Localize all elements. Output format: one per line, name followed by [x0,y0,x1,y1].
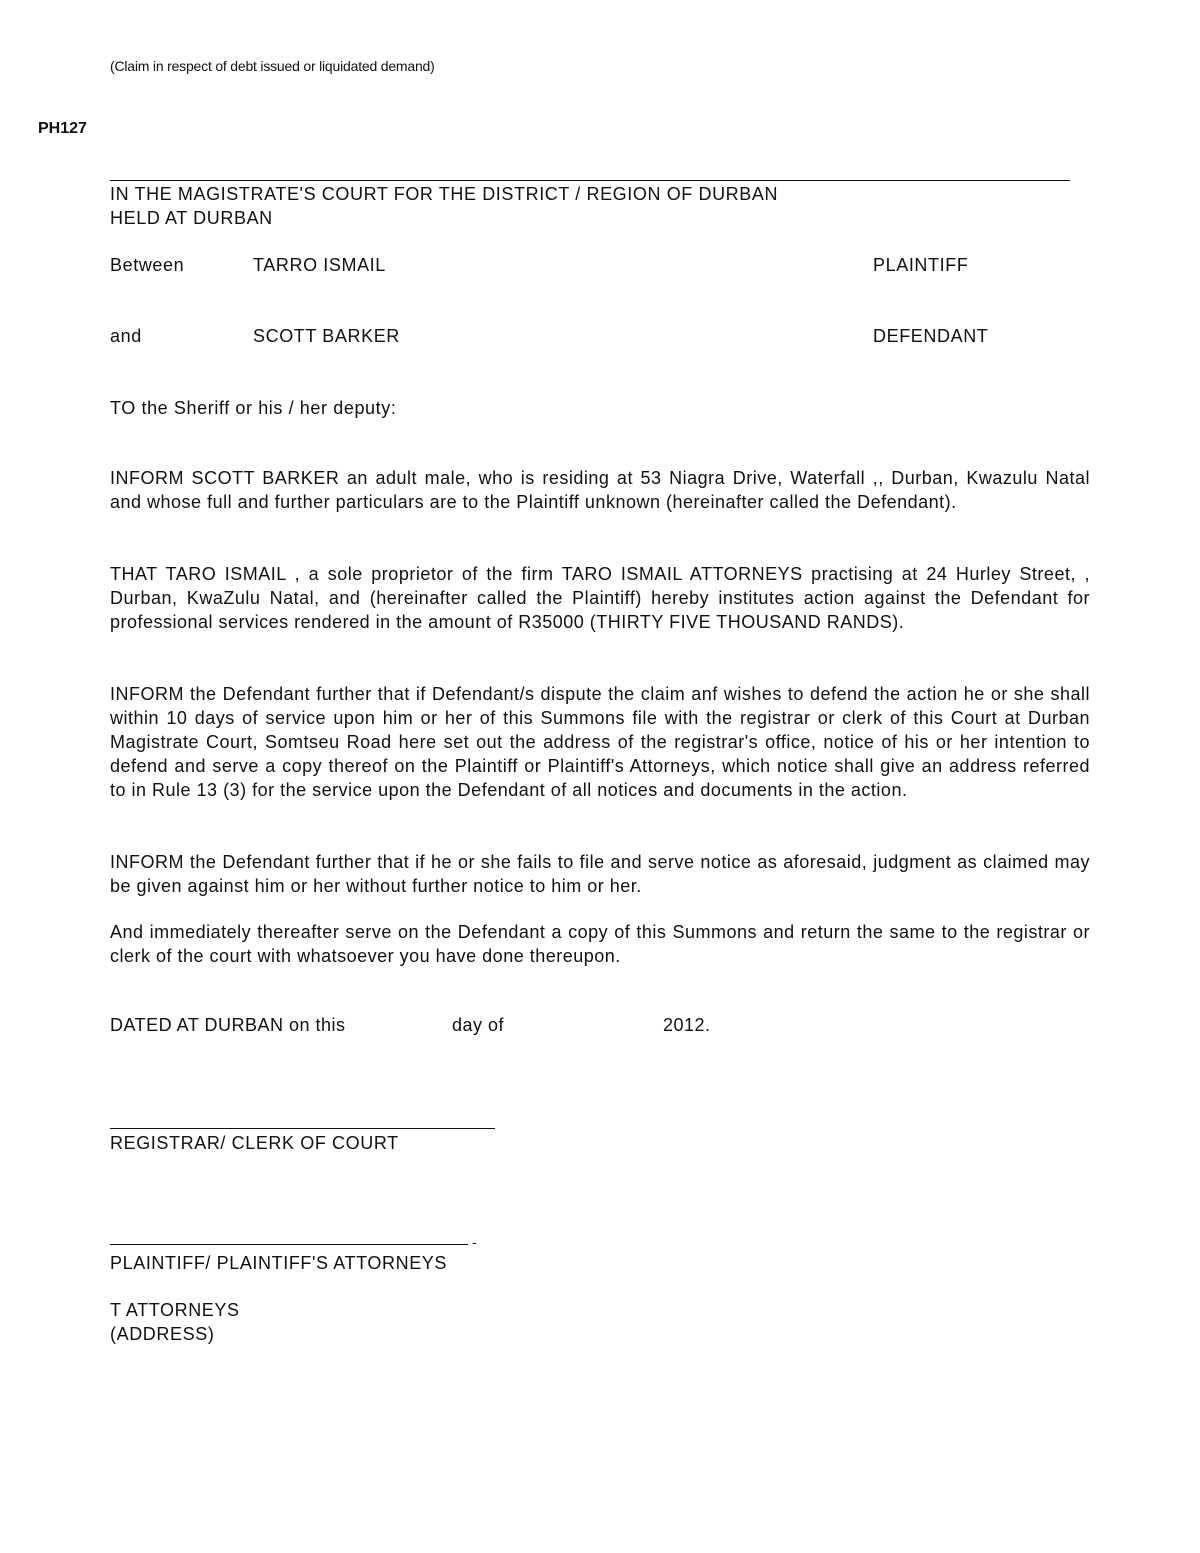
form-code: PH127 [38,120,87,137]
header-divider [110,166,1070,181]
dated-line [110,1015,1090,1039]
plaintiff-name: TARRO ISMAIL [253,255,386,275]
attorney-firm-name: T ATTORNEYS [110,1300,240,1320]
registrar-signature-line [110,1118,495,1129]
paragraph-plaintiff-claim: THAT TARO ISMAIL , a sole proprietor of the firm TARO ISMAIL ATTORNEYS practising at 24 Hurley Street, , Durban, KwaZulu Natal, and (hereinafter called the Plaintiff) hereby institutes action against the Defendant for professional services rendered in the amount of R35000 (THIRTY FIVE THOUSAND RANDS). [110,564,1090,632]
plaintiff-signature-line [110,1234,468,1245]
defendant-row [110,326,1090,350]
court-location: HELD AT DURBAN [110,208,273,228]
plaintiff-role: PLAINTIFF [873,255,969,275]
sheriff-address-line: TO the Sheriff or his / her deputy: [110,398,397,418]
party-label: Between [110,255,185,275]
defendant-role: DEFENDANT [873,326,989,346]
dated-place: DATED AT DURBAN on this [110,1015,346,1035]
court-heading: IN THE MAGISTRATE'S COURT FOR THE DISTRICT / REGION OF DURBAN [110,184,779,204]
paragraph-serve-summons: And immediately thereafter serve on the Defendant a copy of this Summons and return the same to the registrar or clerk of the court with whatsoever you have done thereupon. [110,922,1090,966]
signature-line-mark: - [472,1234,477,1250]
attorney-firm-address: (ADDRESS) [110,1324,215,1344]
paragraph-default-judgment: INFORM the Defendant further that if he or she fails to file and serve notice as aforesaid, judgment as claimed may be given against him or her without further notice to him or her. [110,852,1090,896]
paragraph-defend-notice: INFORM the Defendant further that if Defendant/s dispute the claim anf wishes to defend the action he or she shall within 10 days of service upon him or her of this Summons file with the registrar or clerk of this Court at Durban Magistrate Court, Somtseu Road here set out the address of the registrar's office, notice of his or her intention to defend and serve a copy thereof on the Plaintiff or Plaintiff's Attorneys, which notice shall give an address referred to in Rule 13 (3) for the service upon the Defendant of all notices and documents in the action. [110,684,1090,800]
dated-day-label: day of [452,1015,505,1035]
form-subtitle: (Claim in respect of debt issued or liquidated demand) [110,58,435,74]
defendant-name: SCOTT BARKER [253,326,400,346]
dated-year: 2012. [663,1015,711,1035]
plaintiff-row [110,255,1090,279]
paragraph-inform-defendant: INFORM SCOTT BARKER an adult male, who is residing at 53 Niagra Drive, Waterfall ,, Durban, Kwazulu Natal and whose full and further particulars are to the Plaintiff unknown (hereinafter called the Defendant). [110,468,1090,512]
registrar-label: REGISTRAR/ CLERK OF COURT [110,1133,399,1153]
plaintiff-attorneys-label: PLAINTIFF/ PLAINTIFF'S ATTORNEYS [110,1253,448,1273]
party-label: and [110,326,142,346]
